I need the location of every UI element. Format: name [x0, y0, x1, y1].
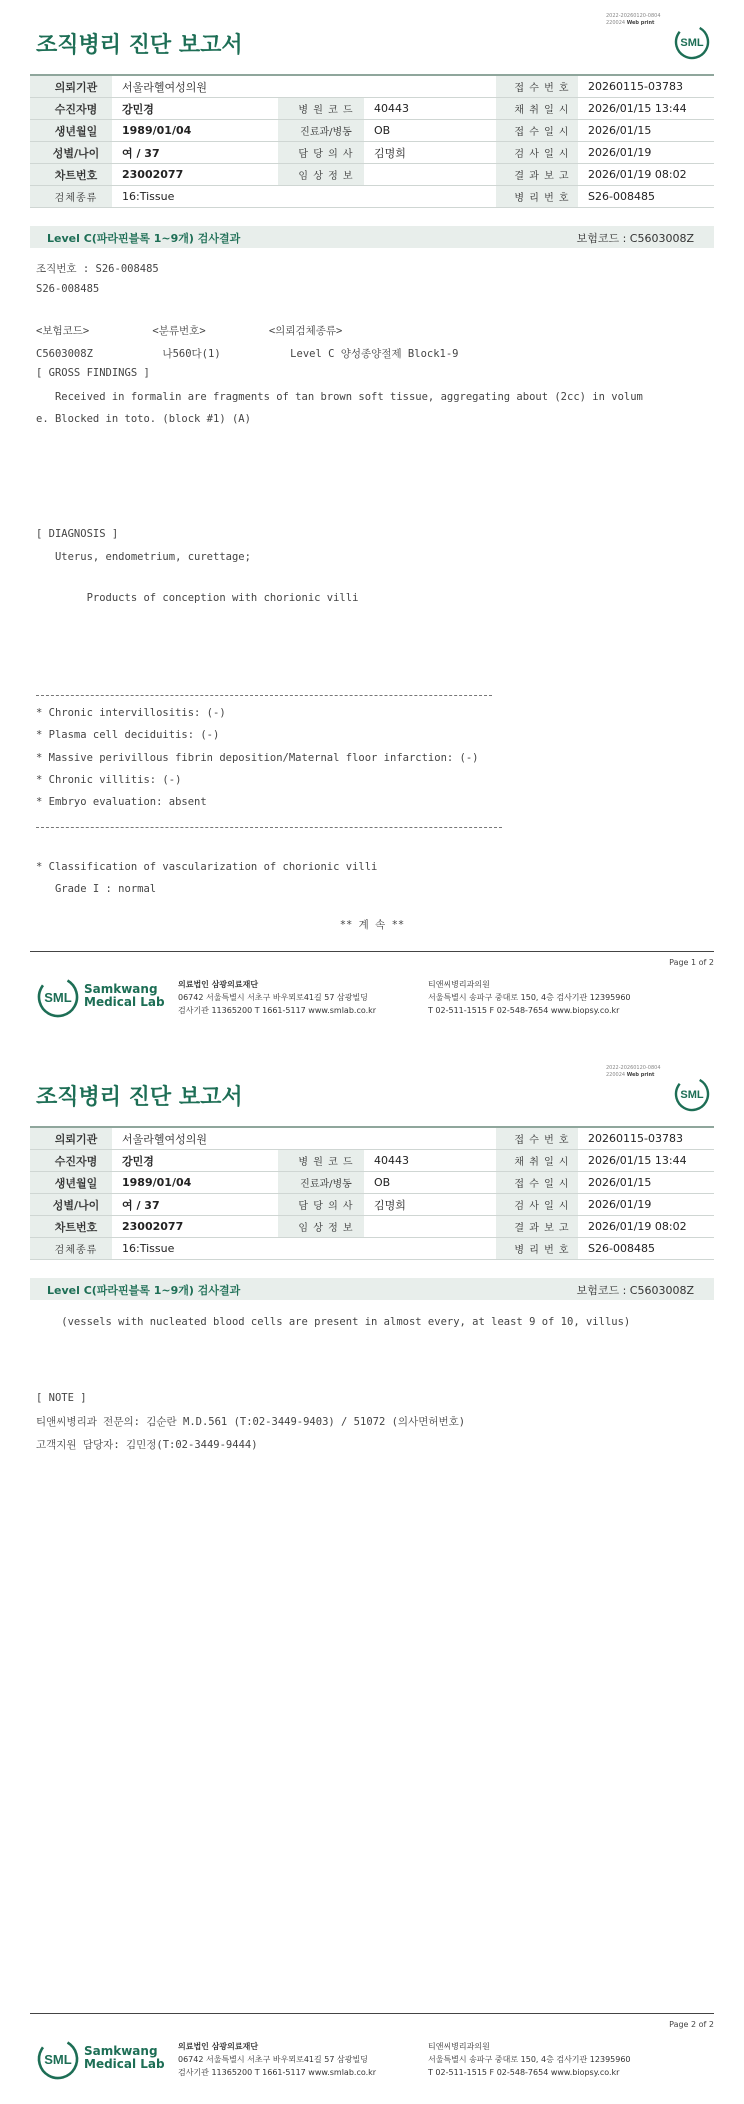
info-row — [30, 1127, 714, 1150]
exam-date-value: 2026/01/19 — [578, 1194, 714, 1216]
page-number: Page 2 of 2 — [669, 2020, 714, 2029]
agency-label: 의뢰기관 — [30, 75, 112, 98]
doctor-label: 담 당 의 사 — [278, 1194, 364, 1216]
collected-value: 2026/01/15 13:44 — [578, 98, 714, 120]
footer-line: 검사기관 11365200 T 1661-5117 www.smlab.co.kr — [178, 2068, 377, 2077]
info-row — [30, 1194, 714, 1216]
reg-date-label: 접 수 일 시 — [496, 1172, 578, 1194]
doctor-value: 김명희 — [364, 142, 496, 164]
footer-line: T 02-511-1515 F 02-548-7654 www.biopsy.co.kr — [428, 1006, 620, 1015]
footer-heading: 티앤씨병리과의원 — [428, 2042, 490, 2051]
info-row — [30, 98, 714, 120]
received-value: 20260115-03783 — [578, 1127, 714, 1150]
footer-line: 서울특별시 송파구 중대로 150, 4층 검사기관 12395960 — [428, 993, 631, 1002]
received-label: 접 수 번 호 — [496, 75, 578, 98]
dept-value: OB — [364, 120, 496, 142]
report-title: 조직병리 진단 보고서 — [36, 33, 243, 58]
footer-clinic-info — [428, 2040, 631, 2079]
collected-label: 채 취 일 시 — [496, 98, 578, 120]
footer-lab-info — [178, 978, 376, 1017]
section-heading: [ DIAGNOSIS ] — [36, 528, 119, 540]
reg-date-value: 2026/01/15 — [578, 120, 714, 142]
brand-line: Medical Lab — [84, 2057, 165, 2071]
received-value: 20260115-03783 — [578, 75, 714, 98]
info-row — [30, 186, 714, 208]
ref-line: 2022-20260120-0804 — [606, 1065, 661, 1071]
footer-line: 06742 서울특별시 서초구 바우뫼로41길 57 삼광빌딩 — [178, 2055, 368, 2064]
ref-number: 220024 — [606, 20, 626, 26]
agency-label: 의뢰기관 — [30, 1127, 112, 1150]
insurance-code: 보험코드 : C5603008Z — [576, 232, 694, 245]
section-heading: [ NOTE ] — [36, 1392, 87, 1404]
body-line: Uterus, endometrium, curettage; — [36, 551, 251, 563]
path-no-label: 병 리 번 호 — [496, 186, 578, 208]
ref-tag: Web print — [626, 20, 655, 26]
received-label: 접 수 번 호 — [496, 1127, 578, 1150]
hosp-code-label: 병 원 코 드 — [278, 98, 364, 120]
specimen-label: 검체종류 — [30, 1238, 112, 1260]
exam-date-value: 2026/01/19 — [578, 142, 714, 164]
birth-label: 생년월일 — [30, 120, 112, 142]
footer-brand — [84, 983, 165, 1009]
report-value: 2026/01/19 08:02 — [578, 164, 714, 186]
ref-number: 220024 — [606, 1072, 626, 1078]
report-title: 조직병리 진단 보고서 — [36, 1085, 243, 1110]
chart-label: 차트번호 — [30, 1216, 112, 1238]
brand-line: Medical Lab — [84, 995, 165, 1009]
reg-date-value: 2026/01/15 — [578, 1172, 714, 1194]
brand-line: Samkwang — [84, 2044, 158, 2058]
specimen-value: 16:Tissue — [112, 1238, 496, 1260]
patient-value: 강민경 — [112, 1150, 278, 1172]
footer-rule — [30, 2013, 714, 2014]
body-line: C5603008Z 나560다(1) Level C 양성종양절제 Block1-9 — [36, 348, 459, 360]
info-row — [30, 142, 714, 164]
info-row — [30, 1172, 714, 1194]
divider — [36, 695, 492, 696]
sml-logo-icon — [674, 1076, 710, 1112]
footer-clinic-info — [428, 978, 631, 1017]
clinical-value — [364, 1216, 496, 1238]
info-row — [30, 164, 714, 186]
path-no-value: S26-008485 — [578, 186, 714, 208]
samkwang-logo-icon — [36, 2037, 80, 2081]
finding-item: * Chronic villitis: (-) — [36, 774, 182, 786]
divider — [36, 827, 502, 828]
sex-age-label: 성별/나이 — [30, 142, 112, 164]
print-reference — [606, 1065, 661, 1079]
footer-line: 06742 서울특별시 서초구 바우뫼로41길 57 삼광빌딩 — [178, 993, 368, 1002]
svg-text:SML: SML — [44, 2052, 72, 2067]
body-line: (vessels with nucleated blood cells are present in almost every, at least 9 of 10, villus) — [36, 1316, 631, 1328]
footer-brand — [84, 2045, 165, 2071]
collected-value: 2026/01/15 13:44 — [578, 1150, 714, 1172]
specimen-value: 16:Tissue — [112, 186, 496, 208]
agency-value: 서울라헬여성의원 — [112, 1127, 496, 1150]
path-no-label: 병 리 번 호 — [496, 1238, 578, 1260]
collected-label: 채 취 일 시 — [496, 1150, 578, 1172]
footer-heading: 의료법인 삼광의료재단 — [178, 2042, 259, 2051]
footer-line: 서울특별시 송파구 중대로 150, 4층 검사기관 12395960 — [428, 2055, 631, 2064]
clinical-value — [364, 164, 496, 186]
finding-item: * Plasma cell deciduitis: (-) — [36, 729, 220, 741]
body-line: S26-008485 — [36, 283, 100, 295]
footer-rule — [30, 951, 714, 952]
body-line: 고객지원 담당자: 김민정(T:02-3449-9444) — [36, 1439, 258, 1451]
birth-value: 1989/01/04 — [112, 1172, 278, 1194]
info-row — [30, 75, 714, 98]
body-line: Grade I : normal — [36, 883, 157, 895]
birth-label: 생년월일 — [30, 1172, 112, 1194]
dept-label: 진료과/병동 — [278, 1172, 364, 1194]
clinical-label: 임 상 정 보 — [278, 1216, 364, 1238]
patient-info-table — [30, 1126, 714, 1260]
body-line: <보험코드> <분류번호> <의뢰검체종류> — [36, 325, 343, 337]
patient-info-table — [30, 74, 714, 208]
reg-date-label: 접 수 일 시 — [496, 120, 578, 142]
brand-line: Samkwang — [84, 982, 158, 996]
hosp-code-value: 40443 — [364, 1150, 496, 1172]
exam-date-label: 검 사 일 시 — [496, 142, 578, 164]
birth-value: 1989/01/04 — [112, 120, 278, 142]
sex-age-value: 여 / 37 — [112, 1194, 278, 1216]
continued-marker: ** 계 속 ** — [339, 919, 405, 931]
patient-label: 수진자명 — [30, 1150, 112, 1172]
report-page-2 — [0, 1052, 744, 2104]
clinical-label: 임 상 정 보 — [278, 164, 364, 186]
section-title: Level C(파라핀블록 1~9개) 검사결과 — [47, 232, 241, 245]
footer-heading: 티앤씨병리과의원 — [428, 980, 490, 989]
sex-age-label: 성별/나이 — [30, 1194, 112, 1216]
doctor-value: 김명희 — [364, 1194, 496, 1216]
info-row — [30, 1150, 714, 1172]
report-label: 결 과 보 고 — [496, 1216, 578, 1238]
result-section-header — [30, 1278, 714, 1300]
exam-date-label: 검 사 일 시 — [496, 1194, 578, 1216]
print-reference — [606, 13, 661, 27]
dept-label: 진료과/병동 — [278, 120, 364, 142]
hosp-code-label: 병 원 코 드 — [278, 1150, 364, 1172]
info-row — [30, 1216, 714, 1238]
svg-text:SML: SML — [44, 990, 72, 1005]
info-row — [30, 1238, 714, 1260]
finding-item: * Chronic intervillositis: (-) — [36, 707, 226, 719]
doctor-label: 담 당 의 사 — [278, 142, 364, 164]
footer-line: T 02-511-1515 F 02-548-7654 www.biopsy.co.kr — [428, 2068, 620, 2077]
diagnosis-line: Products of conception with chorionic villi — [36, 592, 359, 604]
dept-value: OB — [364, 1172, 496, 1194]
chart-value: 23002077 — [112, 164, 278, 186]
sex-age-value: 여 / 37 — [112, 142, 278, 164]
body-line: 티앤씨병리과 전문의: 김순란 M.D.561 (T:02-3449-9403) / 51072 (의사면허번호) — [36, 1416, 466, 1428]
page-number: Page 1 of 2 — [669, 958, 714, 967]
svg-text:SML: SML — [680, 37, 704, 49]
body-line: 조직번호 : S26-008485 — [36, 263, 159, 275]
chart-value: 23002077 — [112, 1216, 278, 1238]
report-value: 2026/01/19 08:02 — [578, 1216, 714, 1238]
finding-item: * Classification of vascularization of chorionic villi — [36, 861, 378, 873]
info-row — [30, 120, 714, 142]
footer-line: 검사기관 11365200 T 1661-5117 www.smlab.co.kr — [178, 1006, 377, 1015]
report-label: 결 과 보 고 — [496, 164, 578, 186]
finding-item: * Massive perivillous fibrin deposition/Maternal floor infarction: (-) — [36, 752, 479, 764]
path-no-value: S26-008485 — [578, 1238, 714, 1260]
chart-label: 차트번호 — [30, 164, 112, 186]
patient-value: 강민경 — [112, 98, 278, 120]
patient-label: 수진자명 — [30, 98, 112, 120]
ref-line: 2022-20260120-0804 — [606, 13, 661, 19]
body-line: e. Blocked in toto. (block #1) (A) — [36, 413, 251, 425]
finding-item: * Embryo evaluation: absent — [36, 796, 207, 808]
svg-text:SML: SML — [680, 1089, 704, 1101]
specimen-label: 검체종류 — [30, 186, 112, 208]
insurance-code: 보험코드 : C5603008Z — [576, 1284, 694, 1297]
body-line: Received in formalin are fragments of tan brown soft tissue, aggregating about (2cc) in volum — [36, 391, 643, 403]
agency-value: 서울라헬여성의원 — [112, 75, 496, 98]
footer-heading: 의료법인 삼광의료재단 — [178, 980, 259, 989]
section-heading: [ GROSS FINDINGS ] — [36, 367, 150, 379]
hosp-code-value: 40443 — [364, 98, 496, 120]
ref-tag: Web print — [626, 1072, 655, 1078]
sml-logo-icon — [674, 24, 710, 60]
samkwang-logo-icon — [36, 975, 80, 1019]
footer-lab-info — [178, 2040, 376, 2079]
section-title: Level C(파라핀블록 1~9개) 검사결과 — [47, 1284, 241, 1297]
result-section-header — [30, 226, 714, 248]
